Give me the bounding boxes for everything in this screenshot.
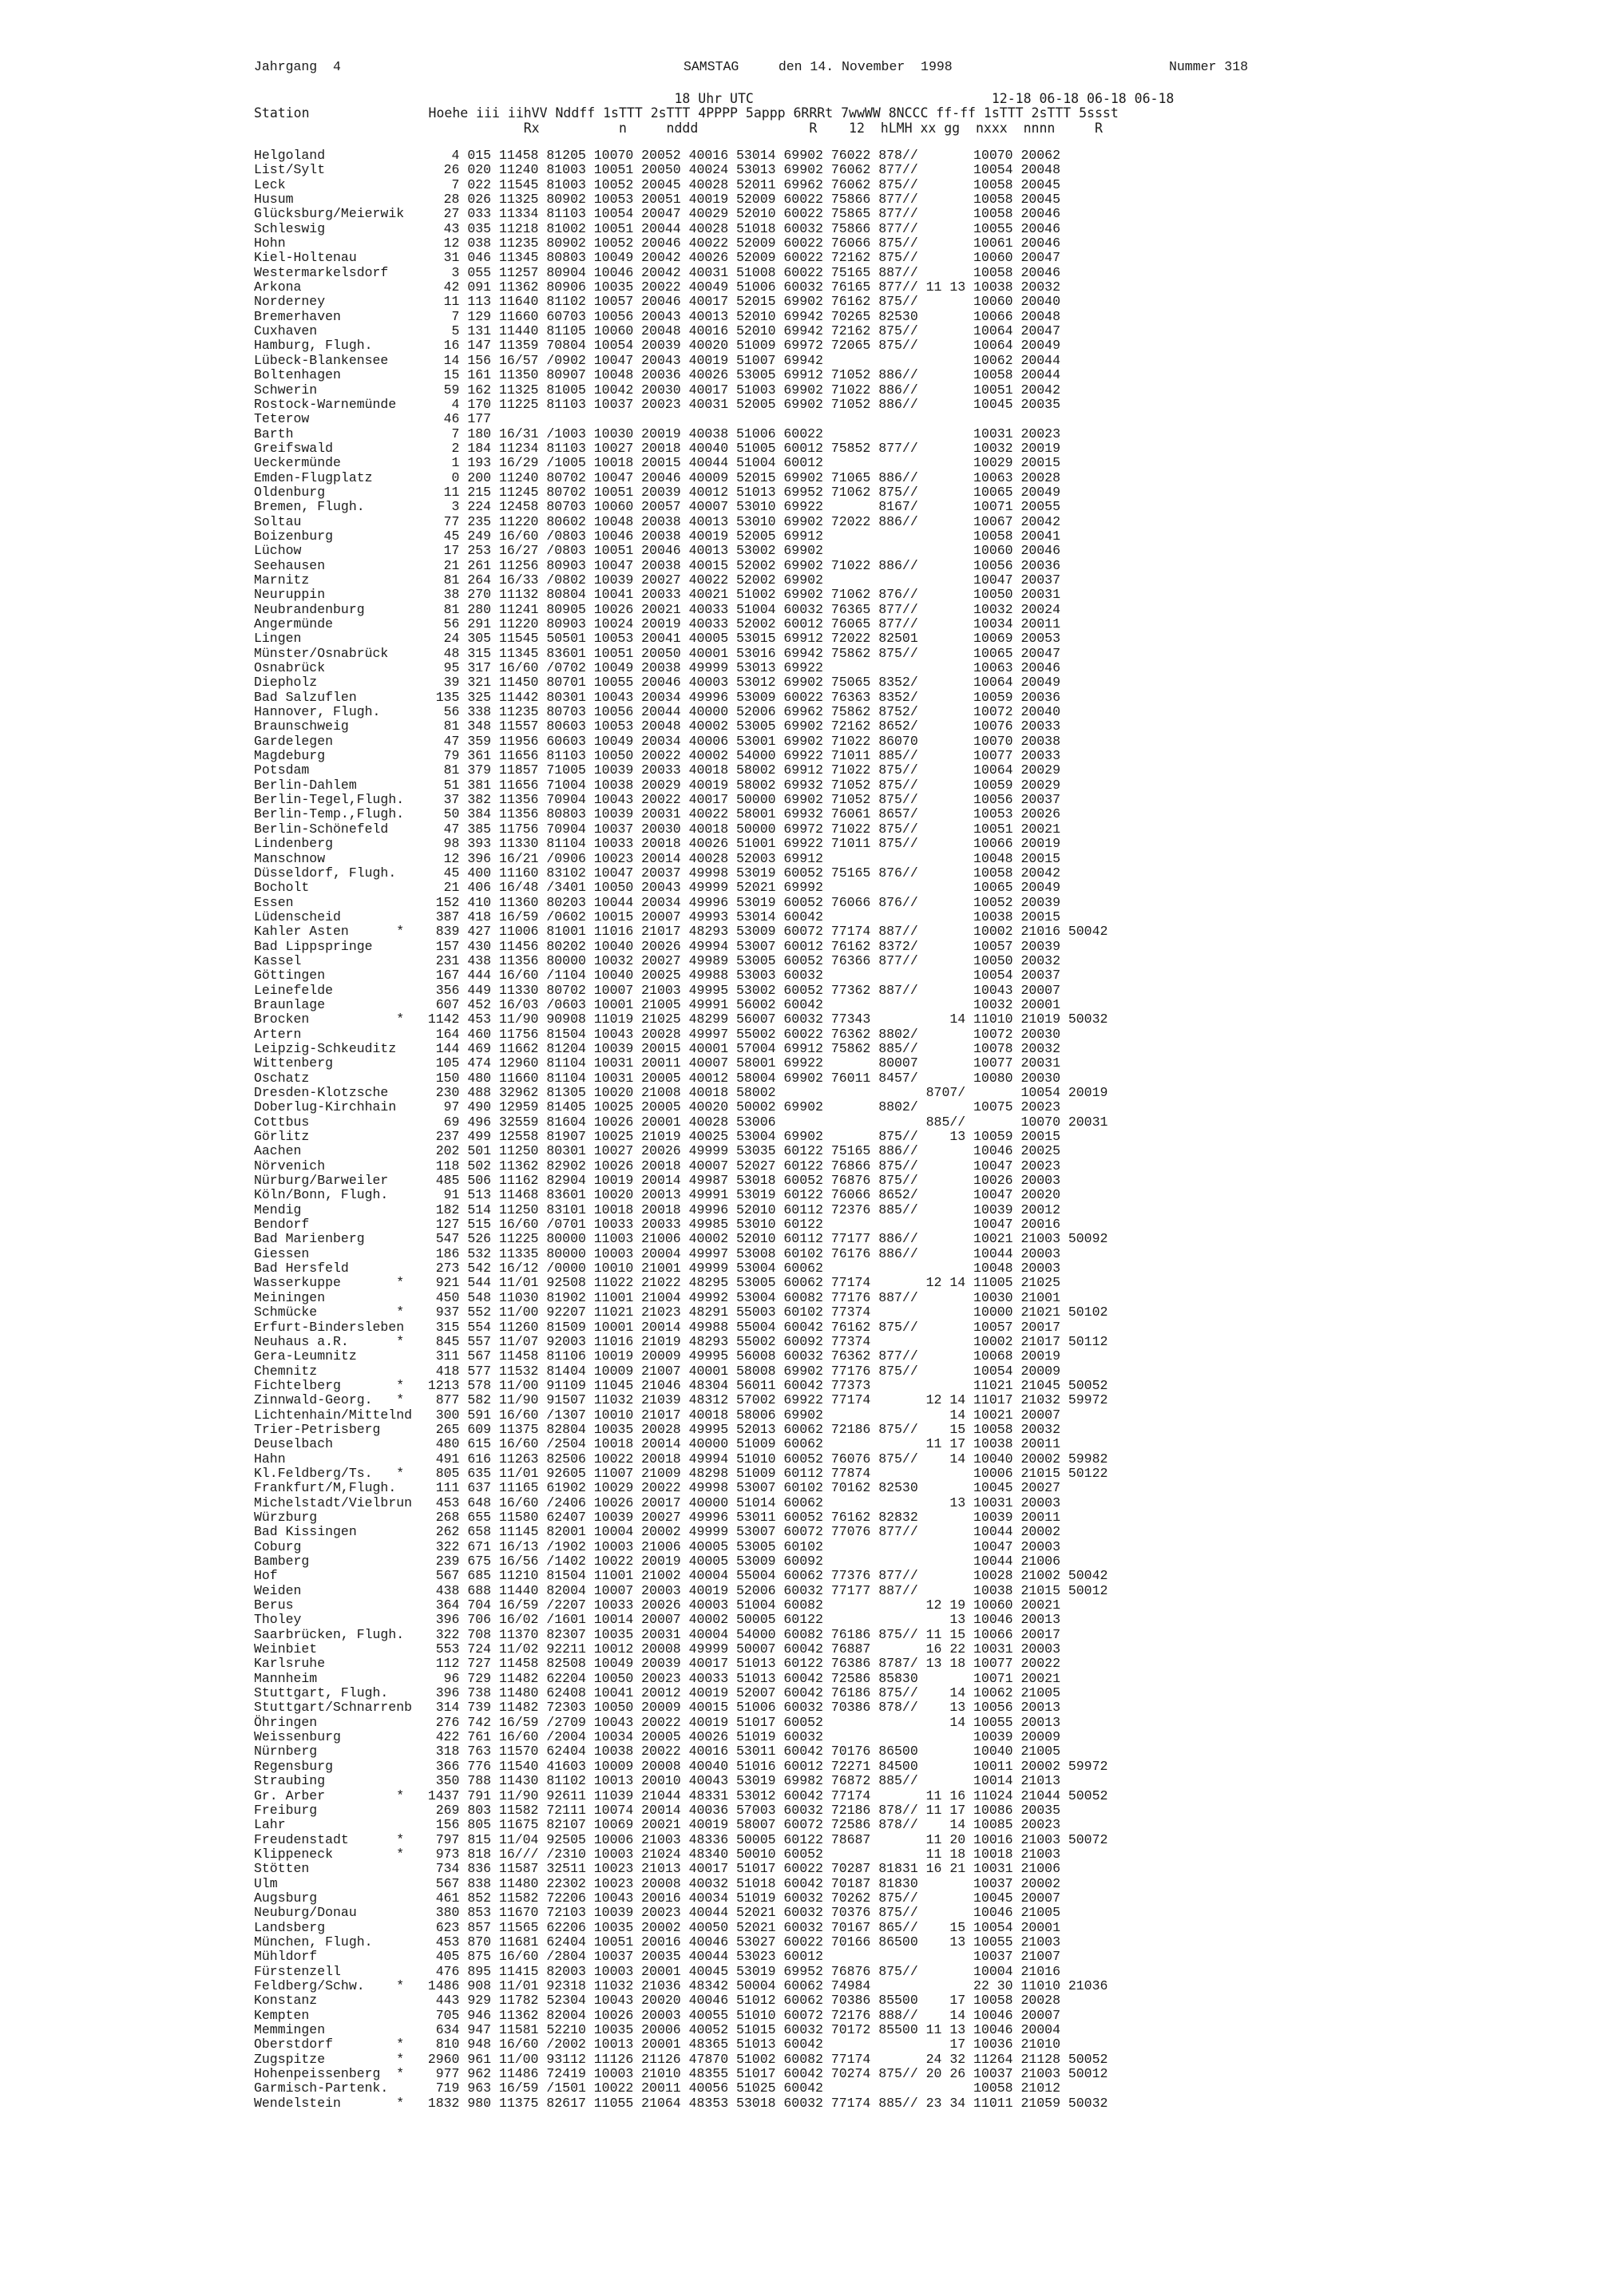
station-row: Bad Kissingen 262 658 11145 82001 10004 20002 49999 53007 60072 77076 877// 10044 20002 [254, 1524, 1060, 1540]
station-row: Braunlage 607 452 16/03 /0603 10001 21005 49991 56002 60042 10032 20001 [254, 996, 1060, 1012]
station-row: Göttingen 167 444 16/60 /1104 10040 20025 49988 53003 60032 10054 20037 [254, 968, 1060, 984]
station-row: Schwerin 59 162 11325 81005 10042 20030 40017 51003 69902 71022 886// 10051 20042 [254, 382, 1060, 398]
station-row: Ueckermünde 1 193 16/29 /1005 10018 20015 40044 51004 60012 10029 20015 [254, 455, 1060, 471]
station-row: Straubing 350 788 11430 81102 10013 20010 40043 53019 69982 76872 885// 10014 21013 [254, 1773, 1060, 1789]
station-row: Oberstdorf * 810 948 16/60 /2002 10013 20001 48365 51013 60042 17 10036 21010 [254, 2037, 1060, 2053]
station-row: Bendorf 127 515 16/60 /0701 10033 20033 49985 53010 60122 10047 20016 [254, 1217, 1060, 1233]
station-row: Berlin-Tegel,Flugh. 37 382 11356 70904 10043 20022 40017 50000 69902 71052 875// 10056 20037 [254, 792, 1060, 808]
station-row: Mendig 182 514 11250 83101 10018 20018 49996 52010 60112 72376 885// 10039 20012 [254, 1201, 1060, 1217]
station-row: Feldberg/Schw. * 1486 908 11/01 92318 11032 21036 48342 50004 60062 74984 22 30 11010 21036 [254, 1977, 1108, 1993]
column-header-line: 18 Uhr UTC 12-18 06-18 06-18 06-18 [254, 91, 1175, 106]
station-row: Tholey 396 706 16/02 /1601 10014 20007 40002 50005 60122 13 10046 20013 [254, 1612, 1060, 1628]
station-row: Artern 164 460 11756 81504 10043 20028 49997 55002 60022 76362 8802/ 10072 20030 [254, 1026, 1060, 1042]
station-row: Lingen 24 305 11545 50501 10053 20041 40005 53015 69912 72022 82501 10069 20053 [254, 631, 1060, 647]
station-row: Manschnow 12 396 16/21 /0906 10023 20014 40028 52003 69912 10048 20015 [254, 850, 1060, 866]
station-row: Potsdam 81 379 11857 71005 10039 20033 40018 58002 69912 71022 875// 10064 20029 [254, 762, 1060, 778]
station-row: List/Sylt 26 020 11240 81003 10051 20050 40024 53013 69902 76062 877// 10054 20048 [254, 162, 1060, 178]
station-row: Augsburg 461 852 11582 72206 10043 20016 40034 51019 60032 70262 875// 10045 20007 [254, 1890, 1060, 1906]
station-row: Bad Marienberg 547 526 11225 80000 11003 21006 40002 52010 60112 77177 886// 10021 21003 50092 [254, 1231, 1108, 1247]
station-row: Bremerhaven 7 129 11660 60703 10056 20043 40013 52010 69942 70265 82530 10066 20048 [254, 308, 1060, 324]
station-row: Dresden-Klotzsche 230 488 32962 81305 10020 21008 40018 58002 8707/ 10054 20019 [254, 1085, 1108, 1100]
station-row: Lüdenscheid 387 418 16/59 /0602 10015 20007 49993 53014 60042 10038 20015 [254, 909, 1060, 924]
station-row: Rostock-Warnemünde 4 170 11225 81103 10037 20023 40031 52005 69902 71052 886// 10045 20035 [254, 396, 1060, 412]
station-row: Konstanz 443 929 11782 52304 10043 20020 40046 51012 60062 70386 85500 17 10058 20028 [254, 1993, 1060, 2009]
station-row: Giessen 186 532 11335 80000 10003 20004 49997 53008 60102 76176 886// 10044 20003 [254, 1245, 1060, 1261]
station-row: Bad Lippspringe 157 430 11456 80202 10040 20026 49994 53007 60012 76162 8372/ 10057 20039 [254, 938, 1060, 954]
date-line: SAMSTAG den 14. November 1998 [684, 59, 953, 74]
station-row: Stuttgart/Schnarrenb 314 739 11482 72303 10050 20009 40015 51006 60032 70386 878// 13 10056 20013 [254, 1700, 1060, 1716]
station-row: Soltau 77 235 11220 80602 10048 20038 40013 53010 69902 72022 886// 10067 20042 [254, 513, 1060, 529]
station-row: Zinnwald-Georg. * 877 582 11/90 91507 11032 21039 48312 57002 69922 77174 12 14 11017 21032 59972 [254, 1392, 1108, 1408]
station-row: Oldenburg 11 215 11245 80702 10051 20039 40012 51013 69952 71062 875// 10065 20049 [254, 484, 1060, 500]
station-row: Cuxhaven 5 131 11440 81105 10060 20048 40016 52010 69942 72162 875// 10064 20047 [254, 323, 1060, 339]
station-row: Hohn 12 038 11235 80902 10052 20046 40022 52009 60022 76066 875// 10061 20046 [254, 236, 1060, 251]
station-row: Bremen, Flugh. 3 224 12458 80703 10060 20057 40007 53010 69922 8167/ 10071 20055 [254, 499, 1060, 515]
station-row: Leinefelde 356 449 11330 80702 10007 21003 49995 53002 60052 77362 887// 10043 20007 [254, 982, 1060, 998]
station-row: Garmisch-Partenk. 719 963 16/59 /1501 10022 20011 40056 51025 60042 10058 21012 [254, 2080, 1060, 2096]
station-row: Emden-Flugplatz 0 200 11240 80702 10047 20046 40009 52015 69902 71065 886// 10063 20028 [254, 469, 1060, 485]
station-row: Neuhaus a.R. * 845 557 11/07 92003 11016 21019 48293 55002 60092 77374 10002 21017 50112 [254, 1333, 1108, 1349]
station-table [254, 148, 1108, 2111]
station-row: Teterow 46 177 [254, 411, 492, 427]
station-row: Cottbus 69 496 32559 81604 10026 20001 40028 53006 885// 10070 20031 [254, 1114, 1108, 1130]
station-row: Erfurt-Bindersleben 315 554 11260 81509 10001 20014 49988 55004 60042 76162 875// 10057 20017 [254, 1319, 1060, 1335]
station-row: Karlsruhe 112 727 11458 82508 10049 20039 40017 51013 60122 76386 8787/ 13 18 10077 20022 [254, 1656, 1060, 1672]
station-row: Mannheim 96 729 11482 62204 10050 20023 40033 51013 60042 72586 85830 10071 20021 [254, 1670, 1060, 1686]
station-row: Memmingen 634 947 11581 52210 10035 20006 40052 51015 60032 70172 85500 11 13 10046 20004 [254, 2022, 1060, 2037]
station-row: Hahn 491 616 11263 82506 10022 20018 49994 51010 60052 76076 875// 14 10040 20002 59982 [254, 1451, 1108, 1467]
station-row: München, Flugh. 453 870 11681 62404 10051 20016 40046 53027 60022 70166 86500 13 10055 21003 [254, 1934, 1060, 1950]
column-header-line: Rx n nddd R 12 hLMH xx gg nxxx nnnn R [254, 120, 1103, 136]
station-row: Stuttgart, Flugh. 396 738 11480 62408 10041 20012 40019 52007 60042 76186 875// 14 10062 21005 [254, 1685, 1060, 1701]
station-row: Norderney 11 113 11640 81102 10057 20046 40017 52015 69902 76162 875// 10060 20040 [254, 294, 1060, 310]
station-row: Lübeck-Blankensee 14 156 16/57 /0902 10047 20043 40019 51007 69942 10062 20044 [254, 352, 1060, 368]
station-row: Hohenpeissenberg * 977 962 11486 72419 10003 21010 48355 51017 60042 70274 875// 20 26 10037 21003 50012 [254, 2066, 1108, 2082]
station-row: Greifswald 2 184 11234 81103 10027 20018 40040 51005 60012 75852 877// 10032 20019 [254, 440, 1060, 456]
station-row: Öhringen 276 742 16/59 /2709 10043 20022 40019 51017 60052 14 10055 20013 [254, 1714, 1060, 1730]
station-row: Bocholt 21 406 16/48 /3401 10050 20043 49999 52021 69992 10065 20049 [254, 880, 1060, 896]
station-row: Hof 567 685 11210 81504 11001 21002 40004 55004 60062 77376 877// 10028 21002 50042 [254, 1568, 1108, 1584]
station-row: Berlin-Dahlem 51 381 11656 71004 10038 20029 40019 58002 69932 71052 875// 10059 20029 [254, 777, 1060, 793]
station-row: Wendelstein * 1832 980 11375 82617 11055 21064 48353 53018 60032 77174 885// 23 34 11011 21059 50032 [254, 2095, 1108, 2111]
station-row: Berlin-Temp.,Flugh. 50 384 11356 80803 10039 20031 40022 58001 69932 76061 8657/ 10053 20026 [254, 806, 1060, 822]
station-row: Weiden 438 688 11440 82004 10007 20003 40019 52006 60032 77177 887// 10038 21015 50012 [254, 1582, 1108, 1598]
station-row: Kempten 705 946 11362 82004 10026 20003 40055 51010 60072 72176 888// 14 10046 20007 [254, 2007, 1060, 2023]
station-row: Lahr 156 805 11675 82107 10069 20021 40019 58007 60072 72586 878// 14 10085 20023 [254, 1817, 1060, 1833]
station-row: Kassel 231 438 11356 80000 10032 20027 49989 53005 60052 76366 877// 10050 20032 [254, 952, 1060, 968]
station-row: Braunschweig 81 348 11557 80603 10053 20048 40002 53005 69902 72162 8652/ 10076 20033 [254, 718, 1060, 734]
station-row: Chemnitz 418 577 11532 81404 10009 21007 40001 58008 69902 77176 875// 10054 20009 [254, 1363, 1060, 1379]
station-row: Kiel-Holtenau 31 046 11345 80803 10049 20042 40026 52009 60022 72162 875// 10060 20047 [254, 250, 1060, 266]
station-row: Münster/Osnabrück 48 315 11345 83601 10051 20050 40001 53016 69942 75862 875// 10065 20047 [254, 645, 1060, 661]
station-row: Kahler Asten * 839 427 11006 81001 11016 21017 48293 53009 60072 77174 887// 10002 21016 50042 [254, 924, 1108, 940]
station-row: Lichtenhain/Mittelnd 300 591 16/60 /1307 10010 21017 40018 58006 69902 14 10021 20007 [254, 1407, 1060, 1423]
station-row: Freudenstadt * 797 815 11/04 92505 10006 21003 48336 50005 60122 78687 11 20 10016 21003 50072 [254, 1831, 1108, 1847]
station-row: Angermünde 56 291 11220 80903 10024 20019 40033 52002 60012 76065 877// 10034 20011 [254, 616, 1060, 631]
station-row: Hamburg, Flugh. 16 147 11359 70804 10054 20039 40020 51009 69972 72065 875// 10064 20049 [254, 338, 1060, 354]
station-row: Würzburg 268 655 11580 62407 10039 20027 49996 53011 60052 76162 82832 10039 20011 [254, 1509, 1060, 1525]
station-row: Fürstenzell 476 895 11415 82003 10003 20001 40045 53019 69952 76876 875// 10004 21016 [254, 1963, 1060, 1979]
station-row: Barth 7 180 16/31 /1003 10030 20019 40038 51006 60022 10031 20023 [254, 426, 1060, 441]
station-row: Husum 28 026 11325 80902 10053 20051 40019 52009 60022 75866 877// 10058 20045 [254, 192, 1060, 208]
station-row: Magdeburg 79 361 11656 81103 10050 20022 40002 54000 69922 71011 885// 10077 20033 [254, 748, 1060, 764]
station-row: Brocken * 1142 453 11/90 90908 11019 21025 48299 56007 60032 77343 14 11010 21019 50032 [254, 1011, 1108, 1027]
station-row: Nürnberg 318 763 11570 62404 10038 20022 40016 53011 60042 70176 86500 10040 21005 [254, 1744, 1060, 1760]
station-row: Neubrandenburg 81 280 11241 80905 10026 20021 40033 51004 60032 76365 877// 10032 20024 [254, 601, 1060, 617]
jahrgang-label: Jahrgang 4 [254, 59, 341, 74]
station-row: Diepholz 39 321 11450 80701 10055 20046 40003 53012 69902 75065 8352/ 10064 20049 [254, 675, 1060, 691]
station-row: Klippeneck * 973 818 16/// /2310 10003 21024 48340 50010 60052 11 18 10018 21003 [254, 1846, 1060, 1862]
station-row: Schmücke * 937 552 11/00 92207 11021 21023 48291 55003 60102 77374 10000 21021 50102 [254, 1304, 1108, 1320]
station-row: Marnitz 81 264 16/33 /0802 10039 20027 40022 52002 69902 10047 20037 [254, 572, 1060, 588]
station-row: Gr. Arber * 1437 791 11/90 92611 11039 21044 48331 53012 60042 77174 11 16 11024 21044 50052 [254, 1787, 1108, 1803]
station-row: Fichtelberg * 1213 578 11/00 91109 11045 21046 48304 56011 60042 77373 11021 21045 50052 [254, 1377, 1108, 1393]
station-row: Saarbrücken, Flugh. 322 708 11370 82307 10035 20031 40004 54000 60082 76186 875// 11 15 10066 20017 [254, 1626, 1060, 1642]
station-row: Neuruppin 38 270 11132 80804 10041 20033 40021 51002 69902 71062 876// 10050 20031 [254, 587, 1060, 603]
column-header-line: Station Hoehe iii iihVV Nddff 1sTTT 2sTTT 4PPPP 5appp 6RRRt 7wwWW 8NCCC ff-ff 1sTTT 2sTTT 5ssst [254, 105, 1119, 121]
station-row: Lüchow 17 253 16/27 /0803 10051 20046 40013 53002 69902 10060 20046 [254, 543, 1060, 559]
station-row: Boltenhagen 15 161 11350 80907 10048 20036 40026 53005 69912 71052 886// 10058 20044 [254, 367, 1060, 383]
station-row: Kl.Feldberg/Ts. * 805 635 11/01 92605 11007 21009 48298 51009 60112 77874 10006 21015 50122 [254, 1465, 1108, 1481]
station-row: Freiburg 269 803 11582 72111 10074 20014 40036 57003 60032 72186 878// 11 17 10086 20035 [254, 1802, 1060, 1818]
station-row: Oschatz 150 480 11660 81104 10031 20005 40012 58004 69902 76011 8457/ 10080 20030 [254, 1070, 1060, 1086]
station-row: Arkona 42 091 11362 80906 10035 20022 40049 51006 60032 76165 877// 11 13 10038 20032 [254, 279, 1060, 295]
station-row: Trier-Petrisberg 265 609 11375 82804 10035 20028 49995 52013 60062 72186 875// 15 10058 20032 [254, 1421, 1060, 1437]
station-row: Nürburg/Barweiler 485 506 11162 82904 10019 20014 49987 53018 60052 76876 875// 10026 20003 [254, 1173, 1060, 1189]
station-row: Köln/Bonn, Flugh. 91 513 11468 83601 10020 20013 49991 53019 60122 76066 8652/ 10047 20020 [254, 1187, 1060, 1203]
station-row: Wasserkuppe * 921 544 11/01 92508 11022 21022 48295 53005 60062 77174 12 14 11005 21025 [254, 1275, 1060, 1291]
station-row: Essen 152 410 11360 80203 10044 20034 49996 53019 60052 76066 876// 10052 20039 [254, 894, 1060, 910]
station-row: Osnabrück 95 317 16/60 /0702 10049 20038 49999 53013 69922 10063 20046 [254, 660, 1060, 676]
station-row: Leck 7 022 11545 81003 10052 20045 40028 52011 69962 76062 875// 10058 20045 [254, 176, 1060, 192]
station-row: Gardelegen 47 359 11956 60603 10049 20034 40006 53001 69902 71022 86070 10070 20038 [254, 733, 1060, 749]
station-row: Nörvenich 118 502 11362 82902 10026 20018 40007 52027 60122 76866 875// 10047 20023 [254, 1158, 1060, 1174]
station-row: Coburg 322 671 16/13 /1902 10003 21006 40005 53005 60102 10047 20003 [254, 1538, 1060, 1554]
station-row: Berus 364 704 16/59 /2207 10033 20026 40003 51004 60082 12 19 10060 20021 [254, 1597, 1060, 1613]
station-row: Düsseldorf, Flugh. 45 400 11160 83102 10047 20037 49998 53019 60052 75165 876// 10058 20042 [254, 865, 1060, 881]
station-row: Bad Hersfeld 273 542 16/12 /0000 10010 21001 49999 53004 60062 10048 20003 [254, 1261, 1060, 1277]
station-row: Bad Salzuflen 135 325 11442 80301 10043 20034 49996 53009 60022 76363 8352/ 10059 20036 [254, 689, 1060, 705]
station-row: Bamberg 239 675 16/56 /1402 10022 20019 40005 53009 60092 10044 21006 [254, 1554, 1060, 1569]
station-row: Helgoland 4 015 11458 81205 10070 20052 40016 53014 69902 76022 878// 10070 20062 [254, 148, 1060, 163]
station-row: Regensburg 366 776 11540 41603 10009 20008 40040 51016 60012 72271 84500 10011 20002 59972 [254, 1758, 1108, 1774]
station-row: Boizenburg 45 249 16/60 /0803 10046 20038 40019 52005 69912 10058 20041 [254, 528, 1060, 544]
station-row: Gera-Leumnitz 311 567 11458 81106 10019 20009 49995 56008 60032 76362 877// 10068 20019 [254, 1348, 1060, 1364]
station-row: Mühldorf 405 875 16/60 /2804 10037 20035 40044 53023 60012 10037 21007 [254, 1949, 1060, 1965]
station-row: Leipzig-Schkeuditz 144 469 11662 81204 10039 20015 40001 57004 69912 75862 885// 10078 20032 [254, 1040, 1060, 1056]
station-row: Aachen 202 501 11250 80301 10027 20026 49999 53035 60122 75165 886// 10046 20025 [254, 1143, 1060, 1159]
station-row: Neuburg/Donau 380 853 11670 72103 10039 20023 40044 52021 60032 70376 875// 10046 21005 [254, 1905, 1060, 1921]
station-row: Weissenburg 422 761 16/60 /2004 10034 20005 40026 51019 60032 10039 20009 [254, 1729, 1060, 1745]
station-row: Meiningen 450 548 11030 81902 11001 21004 49992 53004 60082 77176 887// 10030 21001 [254, 1289, 1060, 1305]
station-row: Schleswig 43 035 11218 81002 10051 20044 40028 51018 60032 75866 877// 10055 20046 [254, 220, 1060, 236]
station-row: Seehausen 21 261 11256 80903 10047 20038 40015 52002 69902 71022 886// 10056 20036 [254, 557, 1060, 573]
station-row: Glücksburg/Meierwik 27 033 11334 81103 10054 20047 40029 52010 60022 75865 877// 10058 20046 [254, 206, 1060, 222]
station-row: Lindenberg 98 393 11330 81104 10033 20018 40026 51001 69922 71011 875// 10066 20019 [254, 836, 1060, 852]
station-row: Wittenberg 105 474 12960 81104 10031 20011 40007 58001 69922 80007 10077 20031 [254, 1055, 1060, 1071]
station-row: Görlitz 237 499 12558 81907 10025 21019 40025 53004 69902 875// 13 10059 20015 [254, 1129, 1060, 1145]
station-row: Ulm 567 838 11480 22302 10023 20008 40032 51018 60042 70187 81830 10037 20002 [254, 1875, 1060, 1891]
station-row: Doberlug-Kirchhain 97 490 12959 81405 10025 20005 40020 50002 69902 8802/ 10075 20023 [254, 1099, 1060, 1115]
station-row: Westermarkelsdorf 3 055 11257 80904 10046 20042 40031 51008 60022 75165 887// 10058 20046 [254, 264, 1060, 280]
station-row: Berlin-Schönefeld 47 385 11756 70904 10037 20030 40018 50000 69972 71022 875// 10051 20021 [254, 821, 1060, 837]
station-row: Michelstadt/Vielbrun 453 648 16/60 /2406 10026 20017 40000 51014 60062 13 10031 20003 [254, 1494, 1060, 1510]
station-row: Deuselbach 480 615 16/60 /2504 10018 20014 40000 51009 60062 11 17 10038 20011 [254, 1436, 1060, 1452]
station-row: Hannover, Flugh. 56 338 11235 80703 10056 20044 40000 52006 69962 75862 8752/ 10072 20040 [254, 704, 1060, 720]
station-row: Landsberg 623 857 11565 62206 10035 20002 40050 52021 60032 70167 865// 15 10054 20001 [254, 1919, 1060, 1935]
column-headers [254, 91, 1174, 135]
station-row: Stötten 734 836 11587 32511 10023 21013 40017 51017 60022 70287 81831 16 21 10031 21006 [254, 1861, 1060, 1877]
issue-number: Nummer 318 [1169, 59, 1249, 74]
station-row: Weinbiet 553 724 11/02 92211 10012 20008 49999 50007 60042 76887 16 22 10031 20003 [254, 1641, 1060, 1657]
station-row: Zugspitze * 2960 961 11/00 93112 11126 21126 47870 51002 60082 77174 24 32 11264 21128 50052 [254, 2051, 1108, 2067]
station-row: Frankfurt/M,Flugh. 111 637 11165 61902 10029 20022 49998 53007 60102 70162 82530 10045 20027 [254, 1480, 1060, 1496]
